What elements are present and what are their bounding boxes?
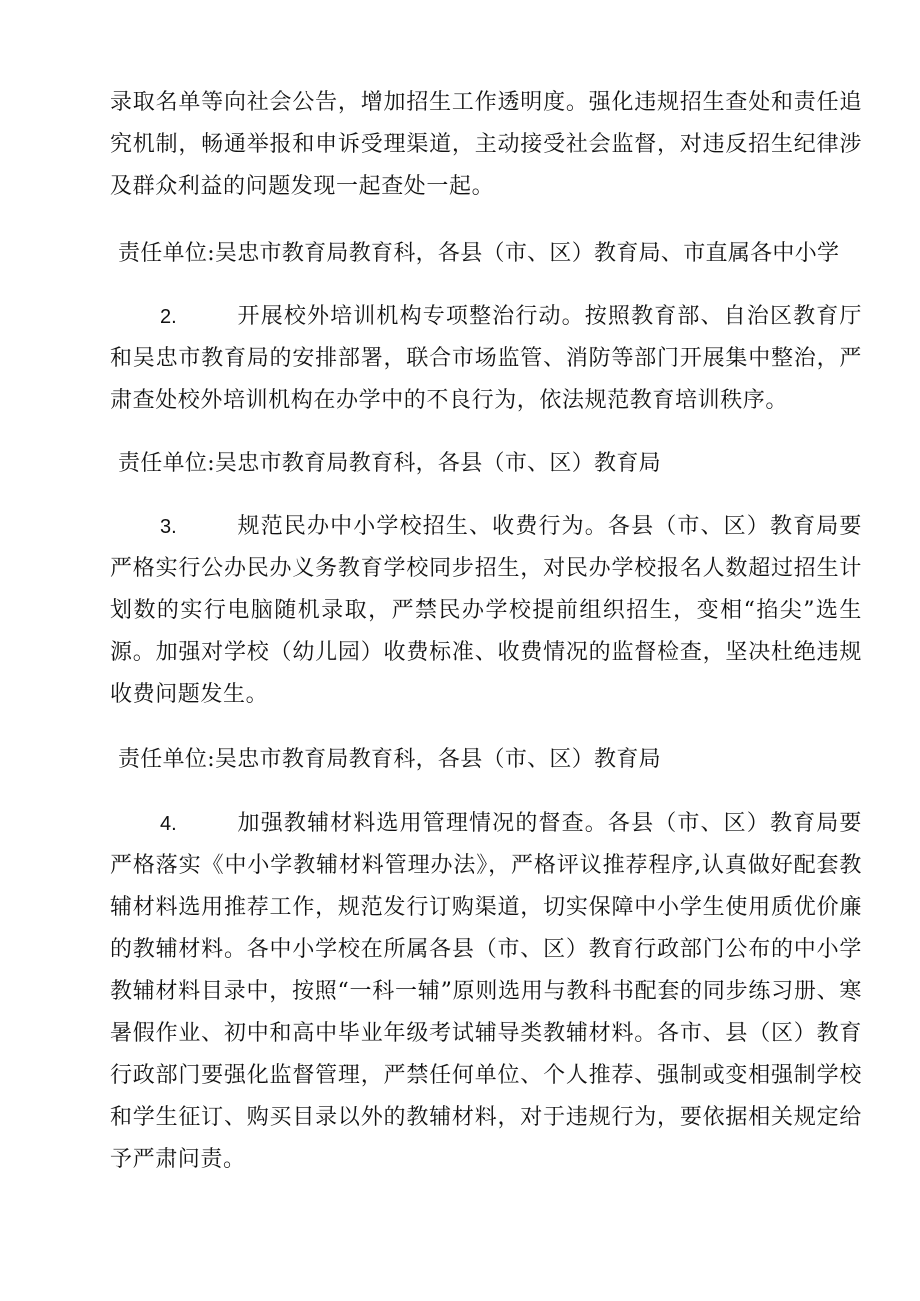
item-4-paragraph <box>110 803 862 1181</box>
item-4-number: 4. <box>160 813 177 835</box>
intro-paragraph: 录取名单等向社会公告，增加招生工作透明度。强化违规招生查处和责任追究机制，畅通举报和申诉受理渠道，主动接受社会监督，对违反招生纪律涉及群众利益的问题发现一起查处一起。 <box>110 90 862 199</box>
item-4-text: 加强教辅材料选用管理情况的督查。各县（市、区）教育局要严格落实《中小学教辅材料管理办法》，严格评议推荐程序,认真做好配套教辅材料选用推荐工作，规范发行订购渠道，切实保障中小学生使用质优价廉的教辅材料。各中小学校在所属各县（市、区）教育行政部门公布的中小学教辅材料目录中，按照“一科一辅”原则选用与教科书配套的同步练习册、寒暑假作业、初中和高中毕业年级考试辅导类教辅材料。各市、县（区）教育行政部门要强化监督管理，严禁任何单位、个人推荐、强制或变相强制学校和学生征订、购买目录以外的教辅材料，对于违规行为，要依据相关规定给予严肃问责。 <box>110 811 862 1172</box>
item-3-number: 3. <box>160 516 177 538</box>
item-3-text: 规范民办中小学校招生、收费行为。各县（市、区）教育局要严格实行公办民办义务教育学校同步招生，对民办学校报名人数超过招生计划数的实行电脑随机录取，严禁民办学校提前组织招生，变相“掐尖”选生源。加强对学校（幼儿园）收费标准、收费情况的监督检查，坚决杜绝违规收费问题发生。 <box>110 514 862 707</box>
item-2-text: 开展校外培训机构专项整治行动。按照教育部、自治区教育厅和吴忠市教育局的安排部署，联合市场监管、消防等部门开展集中整治，严肃查处校外培训机构在办学中的不良行为，依法规范教育培训秩序。 <box>110 304 862 413</box>
responsibility-unit-2: 责任单位:吴忠市教育局教育科，各县（市、区）教育局 <box>118 451 661 476</box>
item-2-number: 2. <box>160 306 177 328</box>
responsibility-unit-1: 责任单位:吴忠市教育局教育科，各县（市、区）教育局、市直属各中小学 <box>118 241 840 266</box>
responsibility-unit-3: 责任单位:吴忠市教育局教育科，各县（市、区）教育局 <box>118 747 661 772</box>
item-2-paragraph <box>110 296 862 422</box>
item-3-paragraph <box>110 506 862 716</box>
